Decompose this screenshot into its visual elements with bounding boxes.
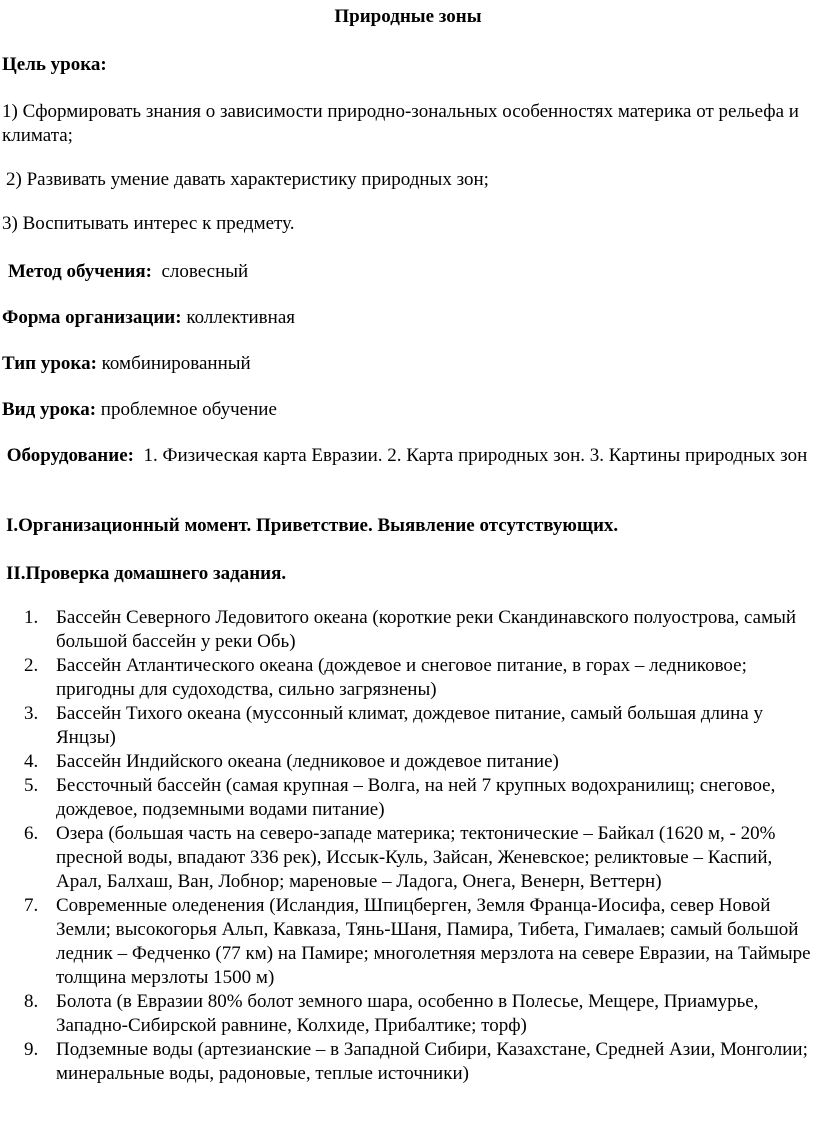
equipment-line [2, 444, 812, 468]
type-label: Тип урока: [2, 353, 97, 374]
list-item: 6. Озера (большая часть на северо-западе материка; тектонические – Байкал (1620 м, - 20% пресной воды, впадают 336 рек), Иссык-Куль, Зайсан, Женевское; реликтовые – Каспий, Арал, Балхаш, Ван, Лобнор; мареновые – Ладога, Онега, Венерн, Веттерн) [24, 823, 776, 892]
section-2-heading: II.Проверка домашнего задания. [6, 563, 287, 584]
page-title: Природные зоны [334, 6, 482, 27]
list-item: 3. Бассейн Тихого океана (муссонный климат, дождевое питание, самый большая длина у Янцзы) [24, 703, 763, 748]
form-value: коллективная [186, 307, 295, 328]
list-item: 7. Современные оледенения (Исландия, Шпицберген, Земля Франца-Иосифа, север Новой Земли; высокогорья Альп, Кавказа, Тянь-Шаня, Памира, Тибета, Гималаев; самый большой ледник – Федченко (77 км) на Памире; многолетняя мерзлота на севере Евразии, на Таймыре толщина мерзлоты 1500 м) [24, 895, 811, 988]
form-line [2, 306, 812, 330]
list-item: 9. Подземные воды (артезианские – в Западной Сибири, Казахстане, Средней Азии, Монголии; минеральные воды, радоновые, теплые источники) [24, 1039, 808, 1084]
list-item: 8. Болота (в Евразии 80% болот земного шара, особенно в Полесье, Мещере, Приамурье, Западно-Сибирской равнине, Колхиде, Прибалтике; торф) [24, 991, 759, 1036]
kind-label: Вид урока: [2, 399, 97, 420]
goal-item-2: 2) Развивать умение давать характеристику природных зон; [6, 169, 489, 190]
section-1-heading: I.Организационный момент. Приветствие. Выявление отсутствующих. [6, 515, 619, 536]
kind-line [2, 398, 812, 422]
list-item: 4. Бассейн Индийского океана (ледниковое и дождевое питание) [24, 751, 559, 772]
equipment-label: Оборудование: [6, 445, 134, 466]
type-value: комбинированный [101, 353, 251, 374]
homework-list [0, 606, 812, 1086]
goal-label: Цель урока: [2, 54, 107, 75]
form-label: Форма организации: [2, 307, 182, 328]
list-item: 1. Бассейн Северного Ледовитого океана (короткие реки Скандинавского полуострова, самый большой бассейн у реки Обь) [24, 607, 797, 652]
goal-item-1: 1) Сформировать знания о зависимости природно-зональных особенностях материка от рельефа и климата; [2, 101, 799, 146]
kind-value: проблемное обучение [100, 399, 277, 420]
method-line [8, 260, 812, 284]
list-item: 2. Бассейн Атлантического океана (дождевое и снеговое питание, в горах – ледниковое; пригодны для судоходства, сильно загрязнены) [24, 655, 747, 700]
method-value: словесный [161, 261, 249, 282]
list-item: 5. Бессточный бассейн (самая крупная – Волга, на ней 7 крупных водохранилищ; снеговое, дождевое, подземными водами питание) [24, 775, 776, 820]
type-line [2, 352, 812, 376]
goal-item-3: 3) Воспитывать интерес к предмету. [2, 213, 295, 234]
method-label: Метод обучения: [8, 261, 152, 282]
equipment-value: 1. Физическая карта Евразии. 2. Карта природных зон. 3. Картины природных зон [143, 445, 808, 466]
